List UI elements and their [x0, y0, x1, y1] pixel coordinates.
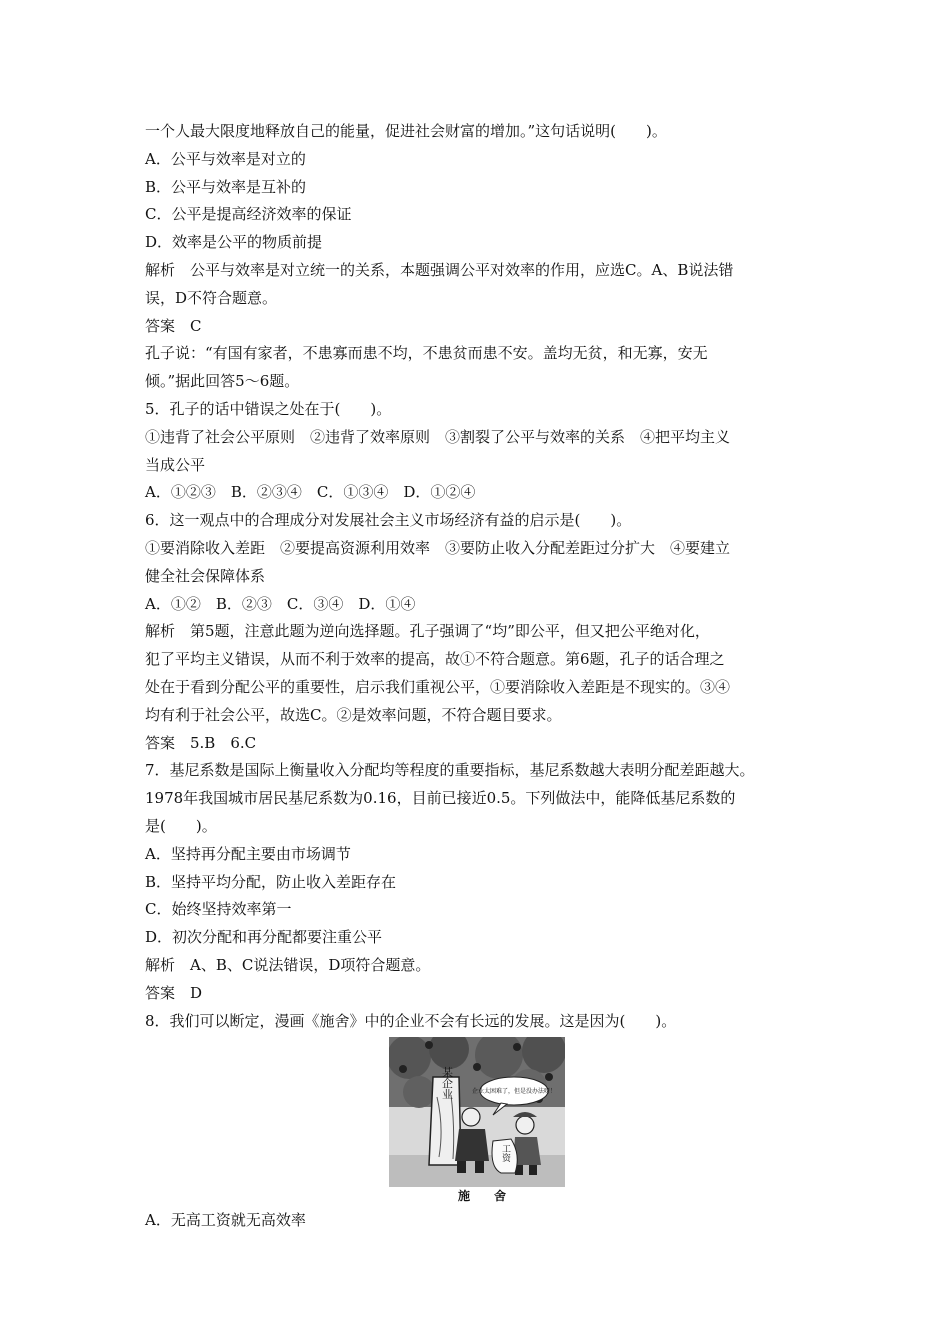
- text-line: C．始终坚持效率第一: [145, 900, 292, 919]
- text-line: 孔子说：“有国有家者，不患寡而患不均，不患贫而患不安。盖均无贫，和无寡，安无: [145, 344, 708, 363]
- text-line: 答案 5.B 6.C: [145, 733, 257, 752]
- text-line: 1978年我国城市居民基尼系数为0.16，目前已接近0.5。下列做法中，能降低基尼系数的: [145, 789, 736, 808]
- text-line: 均有利于社会公平，故选C。②是效率问题，不符合题目要求。: [145, 705, 562, 724]
- text-line: D．初次分配和再分配都要注重公平: [145, 928, 383, 947]
- text-line: ①违背了社会公平原则 ②违背了效率原则 ③割裂了公平与效率的关系 ④把平均主义: [145, 427, 731, 446]
- cartoon-caption: 施 舍: [457, 1189, 512, 1204]
- text-line: A．坚持再分配主要由市场调节: [145, 844, 351, 863]
- text-line: 答案 C: [145, 316, 202, 335]
- text-line: 一个人最大限度地释放自己的能量，促进社会财富的增加。”这句话说明( )。: [145, 122, 667, 140]
- text-line: 8．我们可以断定，漫画《施舍》中的企业不会有长远的发展。这是因为( )。: [145, 1011, 677, 1030]
- text-line: A．公平与效率是对立的: [145, 149, 306, 168]
- text-line: B．坚持平均分配，防止收入差距存在: [145, 872, 397, 891]
- text-line: 7．基尼系数是国际上衡量收入分配均等程度的重要指标，基尼系数越大表明分配差距越大。: [145, 761, 755, 780]
- text-line: 处在于看到分配公平的重要性，启示我们重视公平，①要消除收入差距是不现实的。③④: [145, 677, 731, 696]
- text-line: 解析 第5题，注意此题为逆向选择题。孔子强调了“均”即公平，但又把公平绝对化，: [145, 622, 710, 641]
- text-line: 倾。”据此回答5～6题。: [145, 372, 300, 391]
- text-block-after: [145, 1207, 825, 1235]
- tree-label: 某企业: [440, 1066, 454, 1100]
- text-line: 误，D不符合题意。: [145, 288, 278, 307]
- text-line: 解析 A、B、C说法错误，D项符合题意。: [145, 955, 431, 974]
- bag-label: 工资: [500, 1144, 510, 1163]
- text-line: A．无高工资就无高效率: [145, 1211, 306, 1230]
- text-block: [145, 118, 825, 1035]
- text-line: 解析 公平与效率是对立统一的关系，本题强调公平对效率的作用，应选C。A、B说法错: [145, 260, 734, 279]
- text-line: 答案 D: [145, 983, 203, 1002]
- text-line: 犯了平均主义错误，从而不利于效率的提高，故①不符合题意。第6题，孔子的话合理之: [145, 650, 725, 669]
- speech-bubble-text: 企业太困难了，但是没办法呀！: [471, 1088, 557, 1096]
- cartoon-figure: [145, 1035, 825, 1207]
- text-line: 6．这一观点中的合理成分对发展社会主义市场经济有益的启示是( )。: [145, 511, 632, 530]
- text-line: A．①② B．②③ C．③④ D．①④: [145, 594, 416, 613]
- text-line: B．公平与效率是互补的: [145, 177, 307, 196]
- text-line: A．①②③ B．②③④ C．①③④ D．①②④: [145, 483, 476, 502]
- text-line: 当成公平: [145, 455, 206, 474]
- text-line: D．效率是公平的物质前提: [145, 233, 323, 252]
- text-line: 健全社会保障体系: [145, 566, 266, 585]
- text-line: ①要消除收入差距 ②要提高资源利用效率 ③要防止收入分配差距过分扩大 ④要建立: [145, 538, 731, 557]
- cartoon-image: [389, 1037, 565, 1187]
- text-line: 是( )。: [145, 816, 217, 835]
- text-line: 5．孔子的话中错误之处在于( )。: [145, 399, 392, 418]
- text-line: C．公平是提高经济效率的保证: [145, 205, 352, 224]
- document-page: [145, 118, 825, 1235]
